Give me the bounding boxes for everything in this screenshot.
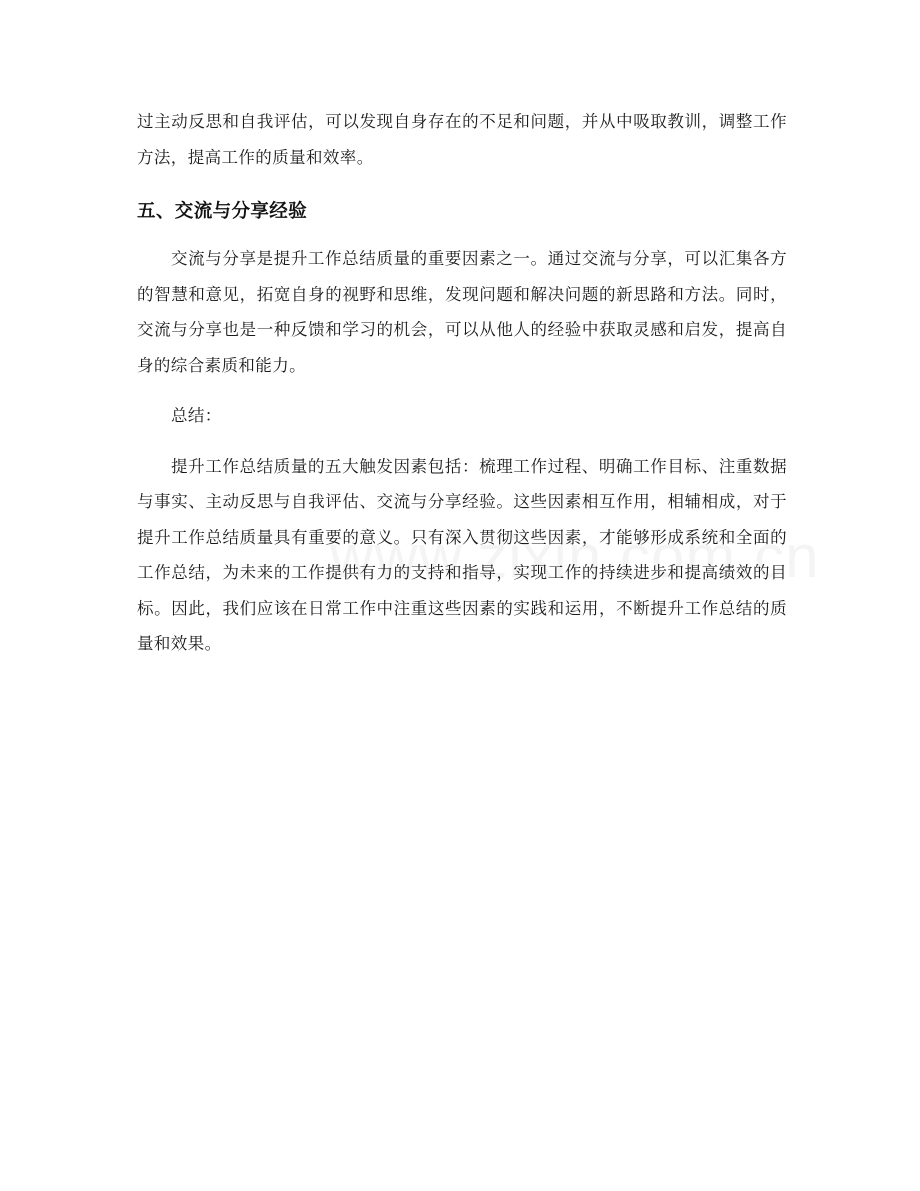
document-page bbox=[137, 104, 787, 662]
summary-label: 总结： bbox=[171, 406, 222, 425]
section-paragraph: 交流与分享是提升工作总结质量的重要因素之一。通过交流与分享，可以汇集各方的智慧和意见，拓宽自身的视野和思维，发现问题和解决问题的新思路和方法。同时，交流与分享也是一种反馈和学习的机会，可以从他人的经验中获取灵感和启发，提高自身的综合素质和能力。 bbox=[137, 249, 787, 375]
summary-paragraph: 提升工作总结质量的五大触发因素包括：梳理工作过程、明确工作目标、注重数据与事实、主动反思与自我评估、交流与分享经验。这些因素相互作用，相辅相成，对于提升工作总结质量具有重要的意义。只有深入贯彻这些因素，才能够形成系统和全面的工作总结，为未来的工作提供有力的支持和指导，实现工作的持续进步和提高绩效的目标。因此，我们应该在日常工作中注重这些因素的实践和运用，不断提升工作总结的质量和效果。 bbox=[137, 456, 787, 653]
paragraph-continued: 过主动反思和自我评估，可以发现自身存在的不足和问题，并从中吸取教训，调整工作方法，提高工作的质量和效率。 bbox=[137, 112, 787, 167]
section-heading: 五、交流与分享经验 bbox=[137, 201, 308, 222]
